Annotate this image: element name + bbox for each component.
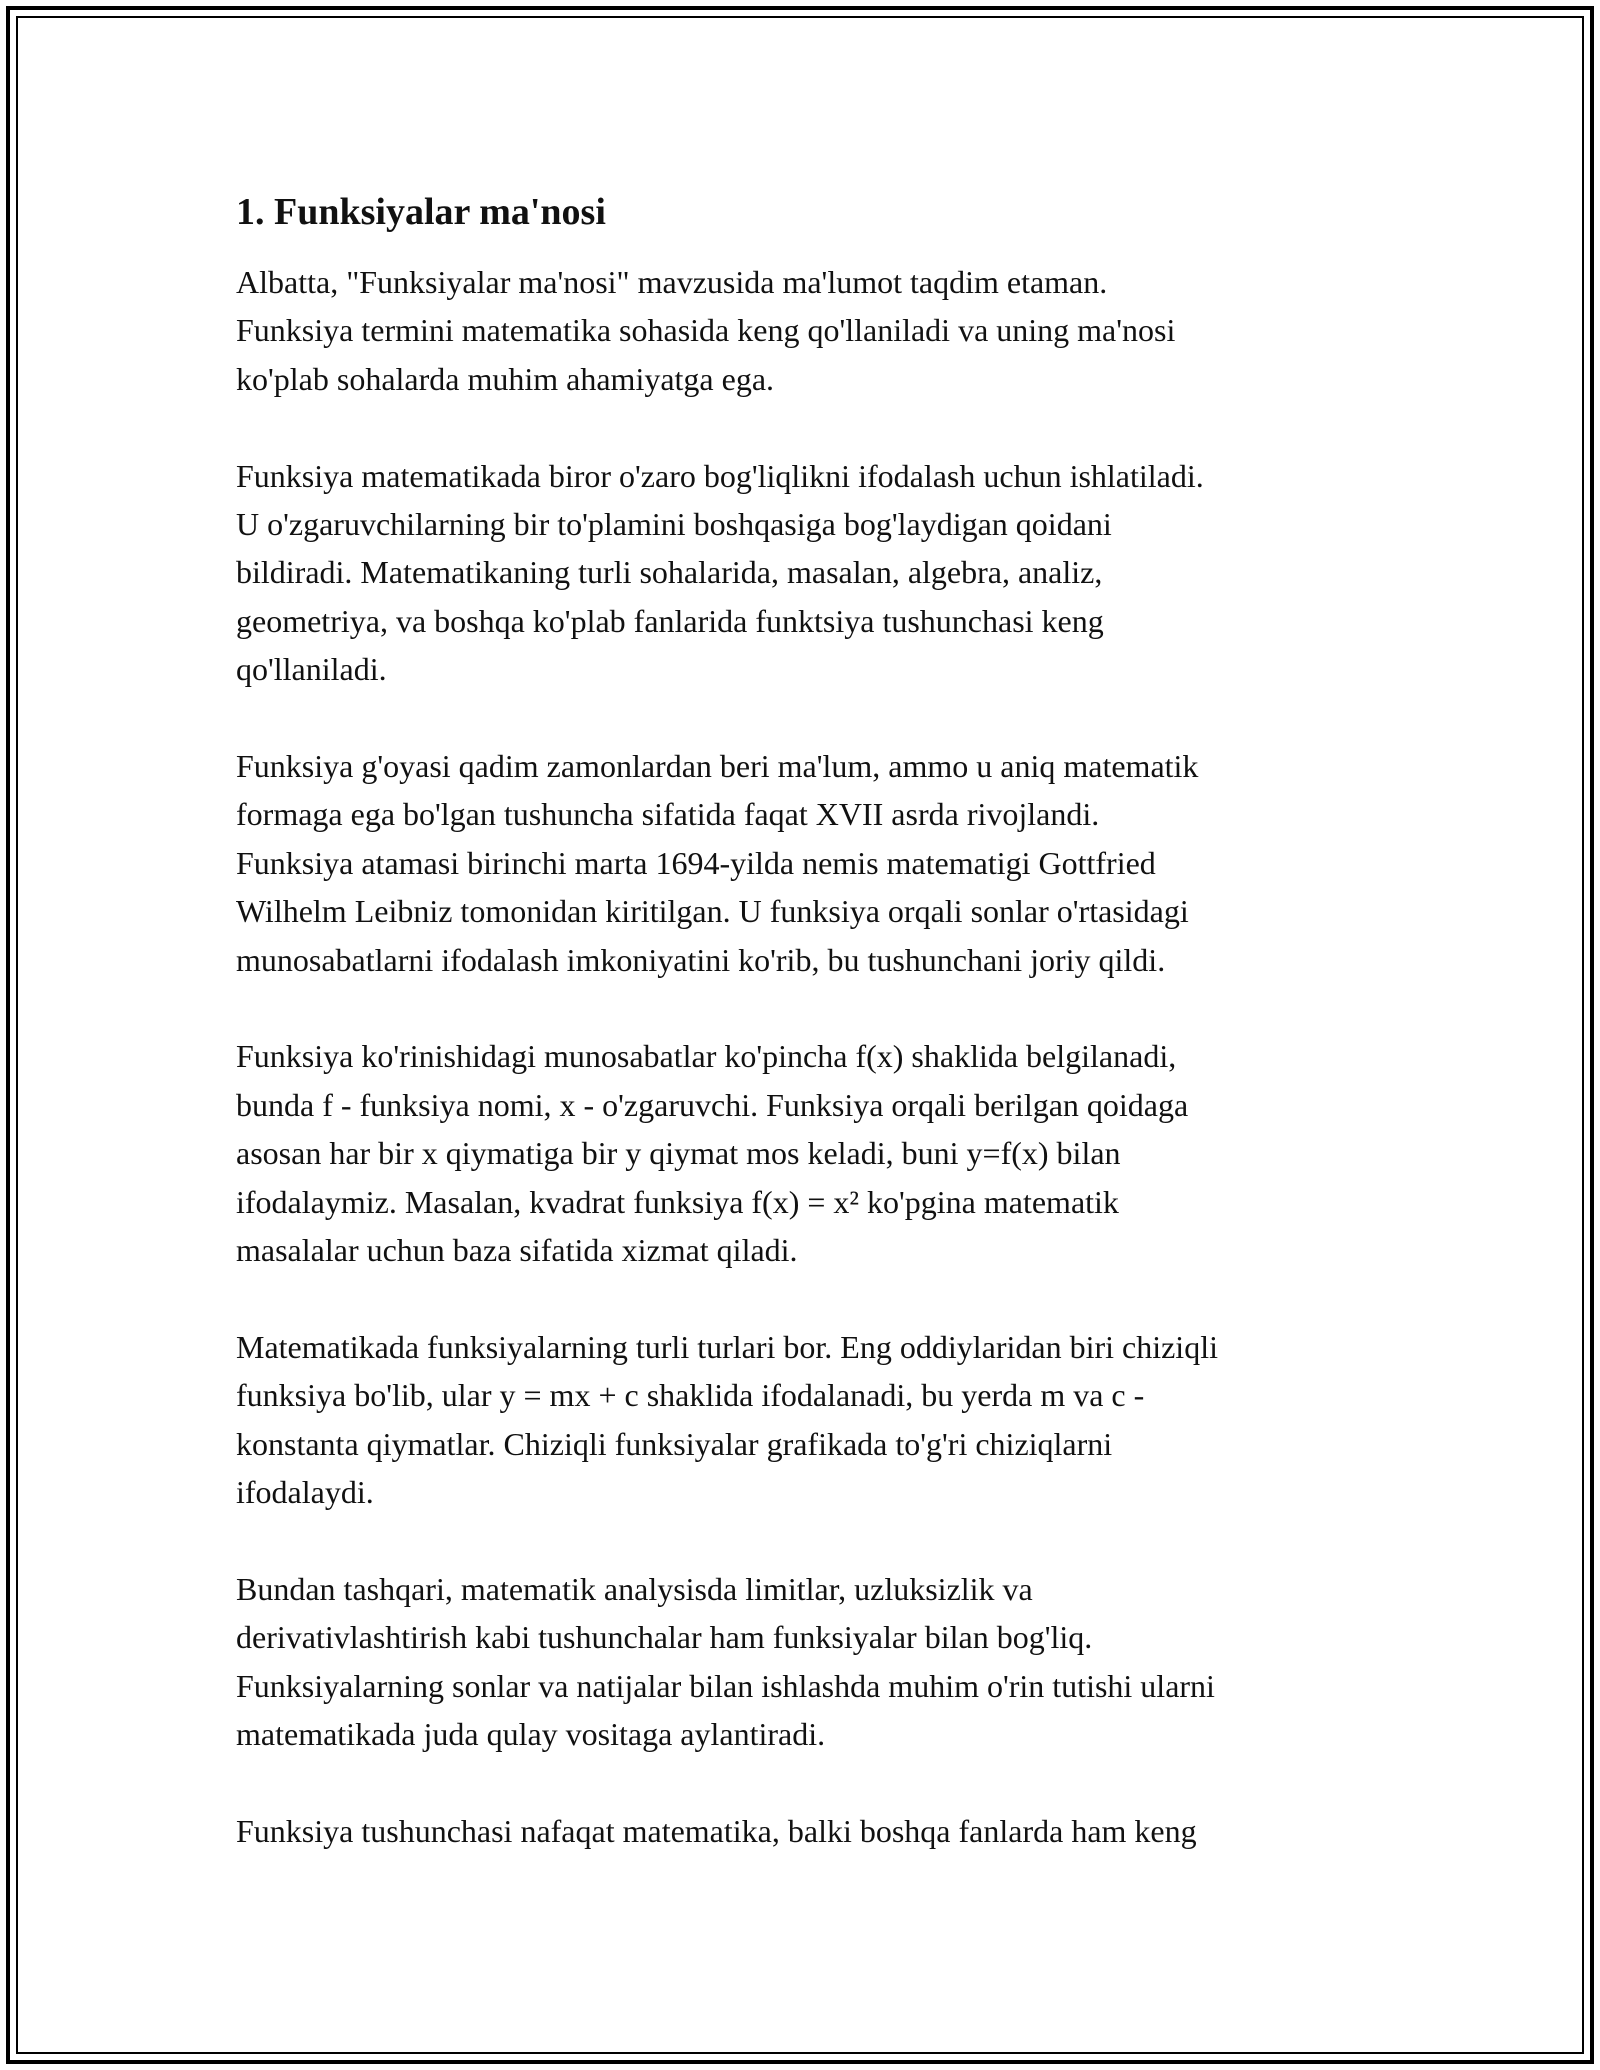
paragraph-intro: Albatta, "Funksiyalar ma'nosi" mavzusida ma'lumot taqdim etaman. Funksiya termini matematika sohasida keng qo'llaniladi va uning ma'nosi ko'plab sohalarda muhim ahamiyatga ega. <box>236 264 1176 397</box>
paragraph-types: Matematikada funksiyalarning turli turlari bor. Eng oddiylaridan biri chiziqli funksiya bo'lib, ular y = mx + c shaklida ifodalanadi, bu yerda m va c - konstanta qiymatlar. Chiziqli funksiyalar grafikada to'g'ri chiziqlarni ifodalaydi. <box>236 1328 1218 1511</box>
paragraph-analysis: Bundan tashqari, matematik analysisda limitlar, uzluksizlik va derivativlashtirish kabi tushunchalar ham funksiyalar bilan bog'liq. Funksiyalarning sonlar va natijalar bilan ishlashda muhim o'rin tutishi ularni matematikada juda qulay vositaga aylantiradi. <box>236 1570 1215 1753</box>
paragraph-other-fields: Funksiya tushunchasi nafaqat matematika, balki boshqa fanlarda ham keng <box>236 1812 1197 1849</box>
section-heading: 1. Funksiyalar ma'nosi <box>236 191 606 233</box>
document-body <box>236 186 1381 1904</box>
paragraph-history: Funksiya g'oyasi qadim zamonlardan beri ma'lum, ammo u aniq matematik formaga ega bo'lgan tushuncha sifatida faqat XVII asrda rivojlandi. Funksiya atamasi birinchi marta 1694-yilda nemis matematigi Gottfried Wilhelm Leibniz tomonidan kiritilgan. U funksiya orqali sonlar o'rtasidagi munosabatlarni ifodalash imkoniyatini ko'rib, bu tushunchani joriy qildi. <box>236 748 1199 978</box>
paragraph-notation: Funksiya ko'rinishidagi munosabatlar ko'pincha f(x) shaklida belgilanadi, bunda f - funksiya nomi, x - o'zgaruvchi. Funksiya orqali berilgan qoidaga asosan har bir x qiymatiga bir y qiymat mos keladi, buni y=f(x) bilan ifodalaymiz. Masalan, kvadrat funksiya f(x) = x² ko'pgina matematik masalalar uchun baza sifatida xizmat qiladi. <box>236 1038 1189 1269</box>
paragraph-definition: Funksiya matematikada biror o'zaro bog'liqlikni ifodalash uchun ishlatiladi. U o'zgaruvchilarning bir to'plamini boshqasiga bog'laydigan qoidani bildiradi. Matematikaning turli sohalarida, masalan, algebra, analiz, geometriya, va boshqa ko'plab fanlarida funktsiya tushunchasi keng qo'llaniladi. <box>236 457 1204 688</box>
